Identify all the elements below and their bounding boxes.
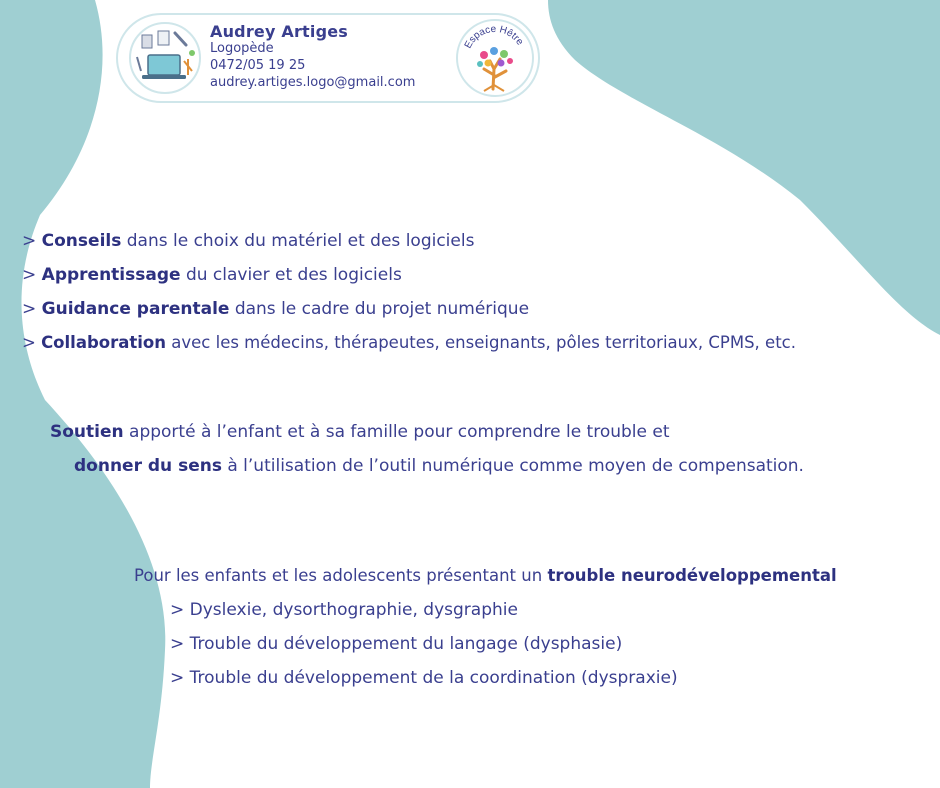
tree-icon bbox=[454, 17, 536, 99]
laptop-tools-icon bbox=[128, 21, 202, 95]
target-intro: Pour les enfants et les adolescents présentant un trouble neurodéveloppemental bbox=[134, 566, 837, 585]
service-item: > Collaboration avec les médecins, thérapeutes, enseignants, pôles territoriaux, CPMS, etc. bbox=[22, 333, 796, 352]
practitioner-title: Logopède bbox=[210, 41, 274, 56]
target-item: > Trouble du développement de la coordination (dyspraxie) bbox=[170, 668, 678, 688]
espace-hetre-logo-text: Espace Hêtre bbox=[462, 23, 526, 51]
left-teal-shape bbox=[0, 0, 165, 788]
email-address: audrey.artiges.logo@gmail.com bbox=[210, 75, 416, 90]
support-line-2: donner du sens à l’utilisation de l’outil numérique comme moyen de compensation. bbox=[74, 456, 804, 476]
target-item: > Dyslexie, dysorthographie, dysgraphie bbox=[170, 600, 518, 620]
target-item: > Trouble du développement du langage (dysphasie) bbox=[170, 634, 623, 654]
service-item: > Guidance parentale dans le cadre du projet numérique bbox=[22, 299, 530, 319]
right-teal-shape bbox=[548, 0, 940, 335]
practitioner-name: Audrey Artiges bbox=[210, 22, 349, 41]
service-item: > Conseils dans le choix du matériel et des logiciels bbox=[22, 231, 475, 251]
service-item: > Apprentissage du clavier et des logiciels bbox=[22, 265, 402, 285]
support-line-1: Soutien apporté à l’enfant et à sa famille pour comprendre le trouble et bbox=[50, 422, 670, 442]
phone-number: 0472/05 19 25 bbox=[210, 58, 306, 73]
contact-card bbox=[116, 13, 540, 103]
